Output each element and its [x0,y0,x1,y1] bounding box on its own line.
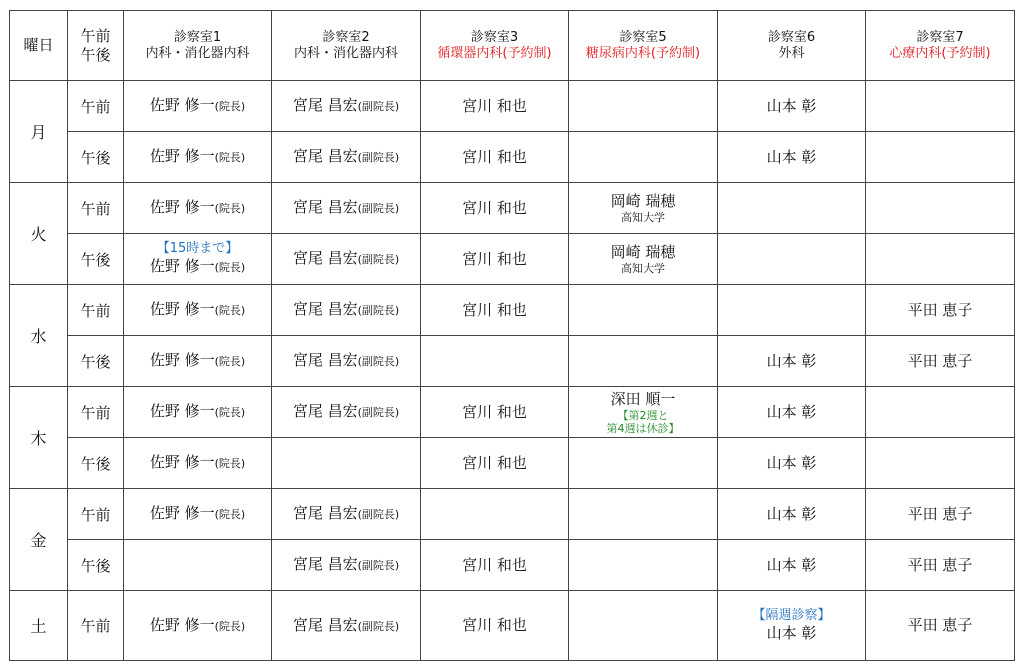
empty-cell [569,438,718,489]
doctor-name: 山本 彰 [766,96,817,115]
day-cell-mon: 月 [10,81,68,183]
room-name: 診察室6 [767,29,816,45]
doctor-cell [272,183,421,234]
doctor-name: 宮川 和也 [462,198,527,217]
doctor-cell [866,285,1015,336]
doctor-cell [124,285,272,336]
doctor-title: (院長) [214,406,246,419]
doctor-name: 山本 彰 [766,402,817,421]
doctor-title: (院長) [214,304,246,317]
doctor-name: 宮川 和也 [462,555,527,574]
doctor-name: 宮尾 昌宏 [292,96,358,114]
doctor-cell [272,81,421,132]
doctor-name: 平田 恵子 [907,616,973,634]
empty-cell [569,285,718,336]
ampm-cell: 午後 [68,438,124,489]
room-dept: 外科 [778,45,805,61]
empty-cell [569,489,718,540]
doctor-title: (院長) [214,508,246,521]
doctor-cell [718,489,866,540]
doctor-name: 山本 彰 [766,624,817,642]
day-cell-thu: 木 [10,387,68,489]
doctor-cell [421,234,569,285]
table-row [10,387,1015,438]
doctor-name: 宮尾 昌宏 [292,402,358,420]
empty-cell [866,132,1015,183]
doctor-name: 宮川 和也 [462,402,527,421]
doctor-cell [421,540,569,591]
table-row [10,234,1015,285]
ampm-cell: 午前 [68,81,124,132]
doctor-title: (副院長) [357,304,400,317]
doctor-cell [569,234,718,285]
doctor-cell [272,540,421,591]
doctor-name: 平田 恵子 [907,555,973,574]
doctor-cell [124,438,272,489]
doctor-title: (副院長) [357,202,400,215]
doctor-cell [421,285,569,336]
header-day: 曜日 [10,11,68,81]
doctor-title: (院長) [214,202,246,215]
day-cell-fri: 金 [10,489,68,591]
doctor-name: 山本 彰 [766,555,817,574]
doctor-name: 宮尾 昌宏 [292,147,358,165]
doctor-cell [866,591,1015,661]
doctor-cell [124,183,272,234]
doctor-cell [272,132,421,183]
doctor-title: (院長) [214,355,246,368]
doctor-name: 平田 恵子 [907,300,973,319]
doctor-cell [569,183,718,234]
empty-cell [421,489,569,540]
doctor-cell [124,489,272,540]
doctor-title: (院長) [214,100,246,113]
doctor-name: 宮尾 昌宏 [292,615,358,634]
doctor-name: 佐野 修一 [149,300,215,318]
table-row [10,81,1015,132]
header-room-6 [718,11,866,81]
doctor-cell [124,591,272,661]
doctor-cell [272,336,421,387]
room-dept: 内科・消化器内科 [145,45,250,61]
doctor-name: 佐野 修一 [149,351,215,369]
doctor-name: 佐野 修一 [149,402,215,420]
doctor-cell [718,132,866,183]
empty-cell [421,336,569,387]
doctor-name: 深田 順一 [610,389,676,408]
doctor-cell [718,540,866,591]
doctor-title: (副院長) [357,151,400,164]
doctor-cell [421,438,569,489]
ampm-cell: 午後 [68,336,124,387]
day-cell-wed: 水 [10,285,68,387]
doctor-name: 佐野 修一 [149,96,215,114]
doctor-cell [866,489,1015,540]
doctor-cell [421,132,569,183]
empty-cell [569,591,718,661]
table-row [10,183,1015,234]
ampm-cell: 午後 [68,234,124,285]
empty-cell [866,183,1015,234]
doctor-name: 宮尾 昌宏 [292,351,358,369]
doctor-name: 平田 恵子 [907,504,973,523]
room-dept: 糖尿病内科(予約制) [585,45,701,61]
table-row [10,591,1015,661]
doctor-title: (副院長) [357,406,400,419]
doctor-cell [866,540,1015,591]
empty-cell [569,81,718,132]
doctor-name: 山本 彰 [766,351,817,370]
header-room-1 [124,11,272,81]
doctor-cell [718,591,866,661]
table-row [10,285,1015,336]
empty-cell [718,183,866,234]
header-row [10,11,1015,81]
table-row [10,489,1015,540]
doctor-name: 佐野 修一 [149,147,215,165]
doctor-cell [272,387,421,438]
doctor-title: (院長) [214,619,246,633]
alternate-week-note: 【隔週診察】 [752,608,831,623]
doctor-title: (院長) [214,261,246,274]
doctor-cell [421,387,569,438]
doctor-title: (院長) [214,151,246,164]
doctor-title: (副院長) [357,253,400,266]
table-row [10,438,1015,489]
doctor-cell [421,591,569,661]
doctor-affiliation: 高知大学 [621,262,665,275]
doctor-cell [124,336,272,387]
room-name: 診察室7 [916,29,964,45]
room-name: 診察室3 [470,29,519,45]
empty-cell [718,285,866,336]
doctor-name: 宮尾 昌宏 [292,300,358,318]
doctor-cell [866,336,1015,387]
doctor-cell [718,81,866,132]
empty-cell [866,438,1015,489]
doctor-cell [124,234,272,285]
doctor-cell [124,81,272,132]
empty-cell [272,438,421,489]
doctor-cell [421,81,569,132]
doctor-title: (副院長) [357,100,400,113]
room-dept: 心療内科(予約制) [889,45,991,61]
doctor-name: 山本 彰 [766,453,817,472]
room-name: 診察室1 [173,29,222,45]
closed-note-2: 第4週は休診】 [606,421,680,435]
doctor-title: (副院長) [357,508,400,521]
doctor-cell [124,132,272,183]
closed-note-1: 【第2週と [617,408,669,422]
doctor-title: (副院長) [357,619,400,633]
header-room-3 [421,11,569,81]
empty-cell [569,132,718,183]
room-dept: 内科・消化器内科 [293,45,398,61]
doctor-name: 山本 彰 [766,147,817,166]
day-cell-tue: 火 [10,183,68,285]
table-row [10,540,1015,591]
doctor-name: 山本 彰 [766,504,817,523]
doctor-name: 宮川 和也 [462,453,527,472]
doctor-cell [272,591,421,661]
ampm-cell: 午前 [68,591,124,661]
empty-cell [866,81,1015,132]
empty-cell [866,234,1015,285]
doctor-name: 平田 恵子 [907,351,973,370]
doctor-name: 岡崎 瑞穂 [610,243,676,261]
empty-cell [124,540,272,591]
day-cell-sat: 土 [10,591,68,661]
ampm-cell: 午後 [68,540,124,591]
doctor-cell [718,438,866,489]
table-row [10,336,1015,387]
table-row [10,132,1015,183]
doctor-name: 岡崎 瑞穂 [610,192,676,210]
header-ampm-pm: 午後 [80,45,111,64]
doctor-title: (副院長) [357,355,400,368]
ampm-cell: 午前 [68,489,124,540]
doctor-name: 佐野 修一 [149,615,215,634]
doctor-cell [569,387,718,438]
doctor-cell [272,234,421,285]
hours-note: 【15時まで】 [156,241,239,256]
room-dept: 循環器内科(予約制) [437,45,552,61]
doctor-name: 宮川 和也 [462,96,527,115]
room-name: 診察室2 [322,29,370,45]
doctor-cell [272,489,421,540]
doctor-name: 宮川 和也 [462,147,527,166]
ampm-cell: 午前 [68,387,124,438]
doctor-cell [718,387,866,438]
doctor-cell [272,285,421,336]
header-ampm [68,11,124,81]
doctor-name: 宮尾 昌宏 [292,504,358,522]
doctor-name: 宮尾 昌宏 [292,249,358,267]
header-room-7 [866,11,1015,81]
empty-cell [569,540,718,591]
schedule-table [9,10,1015,661]
empty-cell [866,387,1015,438]
doctor-name: 宮川 和也 [462,300,527,319]
doctor-name: 佐野 修一 [149,257,215,275]
doctor-name: 宮尾 昌宏 [292,198,358,216]
empty-cell [569,336,718,387]
ampm-cell: 午前 [68,285,124,336]
doctor-name: 佐野 修一 [149,453,215,471]
header-room-5 [569,11,718,81]
header-room-2 [272,11,421,81]
doctor-name: 佐野 修一 [149,504,215,522]
ampm-cell: 午前 [68,183,124,234]
doctor-name: 宮川 和也 [462,249,527,268]
ampm-cell: 午後 [68,132,124,183]
doctor-affiliation: 高知大学 [621,211,665,224]
doctor-name: 宮川 和也 [462,616,527,634]
doctor-title: (副院長) [357,559,400,572]
empty-cell [718,234,866,285]
doctor-name: 宮尾 昌宏 [292,555,358,573]
doctor-cell [421,183,569,234]
room-name: 診察室5 [619,29,667,45]
doctor-name: 佐野 修一 [149,198,215,216]
doctor-cell [718,336,866,387]
doctor-title: (院長) [214,457,246,470]
doctor-cell [124,387,272,438]
header-ampm-am: 午前 [80,26,111,45]
